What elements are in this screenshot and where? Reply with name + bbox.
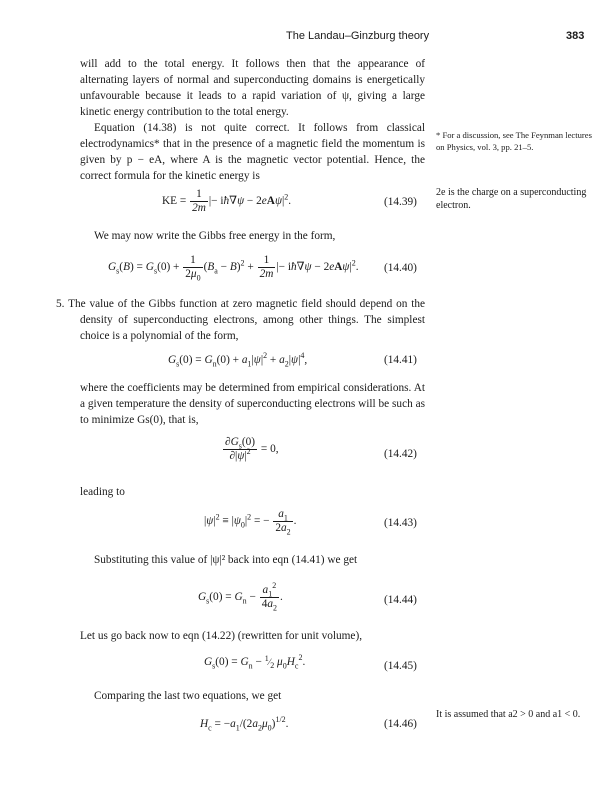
equation-number: (14.46) (384, 718, 417, 730)
footnote-feynman: * For a discussion, see The Feynman lectures on Physics, vol. 3, pp. 21–5. (436, 130, 592, 152)
paragraph-3: We may now write the Gibbs free energy in the form, (94, 230, 336, 242)
equation-14-43: $|\psi|^2 \equiv |\psi_0|^2$ = − $\frac{a_1}{2a_2}$ . (204, 508, 297, 537)
equation-number: (14.45) (384, 660, 417, 672)
equation-number: (14.42) (384, 448, 417, 460)
equation-14-42: $\frac{\partial G_s(0)}{\partial|\psi|^2}$ = 0, (225, 436, 279, 462)
margin-note-assumption: It is assumed that a2 > 0 and a1 < 0. (436, 709, 581, 720)
equation-14-46: $H_c = -a_1/(2a_2\mu_0)^{1/2}$. (200, 715, 289, 733)
paragraph-8: Let us go back now to eqn (14.22) (rewritten for unit volume), (80, 630, 363, 642)
equation-14-41: $G_s(0) = G_n(0) + a_1|\psi|^2 + a_2|\psi|^4$, (168, 351, 308, 369)
paragraph-9: Comparing the last two equations, we get (94, 690, 282, 702)
equation-14-44: $G_s(0) = G_n$ − $\frac{a_1^2}{4a_2}$ . (198, 581, 283, 613)
running-header-title: The Landau–Ginzburg theory (286, 30, 430, 42)
paragraph-1: will add to the total energy. It follows then that the appearance of alternating layers of normal and superconducting domains is energetically unfavourable because it leads to a rapid variation of ψ, giving a large kinetic energy contribution to the total energy. (80, 58, 425, 118)
equation-14-39: KE = $\frac{1}{2m}$ |− iħ∇ψ − $2eA\psi|^2$. (162, 188, 292, 214)
equation-number: (14.43) (384, 517, 417, 529)
paragraph-6: leading to (80, 486, 125, 498)
margin-note-charge: 2e is the charge on a superconducting electron. (436, 187, 587, 211)
equation-14-40: $G_s(B) = G_s(0)$ + $\frac{1}{2\mu_0}$ $(B_a - B)^2$ + $\frac{1}{2m}$ |− iħ∇ψ − $2eA\psi|^2$. (108, 254, 359, 283)
equation-14-45: $G_s(0) = G_n$ − $^1⁄_2$ $\mu_0H_c^2$. (204, 653, 306, 671)
equation-number: (14.39) (384, 196, 417, 208)
equation-number: (14.40) (384, 262, 417, 274)
paragraph-7: Substituting this value of |ψ|² back into eqn (14.41) we get (94, 554, 358, 566)
paragraph-4: 5. The value of the Gibbs function at zero magnetic field should depend on the density of superconducting electrons, among other things. The simplest choice is a polynomial of the form, (56, 298, 425, 342)
page-number: 383 (566, 30, 585, 42)
paragraph-5: where the coefficients may be determined from empirical considerations. At a given temperature the density of superconducting electrons will be such as to minimize Gs(0), that is, (80, 382, 425, 426)
equation-number: (14.44) (384, 594, 417, 606)
equation-number: (14.41) (384, 354, 417, 366)
paragraph-2: Equation (14.38) is not quite correct. It follows from classical electrodynamics* that in the presence of a magnetic field the momentum is given by p − eA, where A is the magnetic vector potential. Hence, the correct formula for the kinetic energy is (80, 122, 425, 182)
